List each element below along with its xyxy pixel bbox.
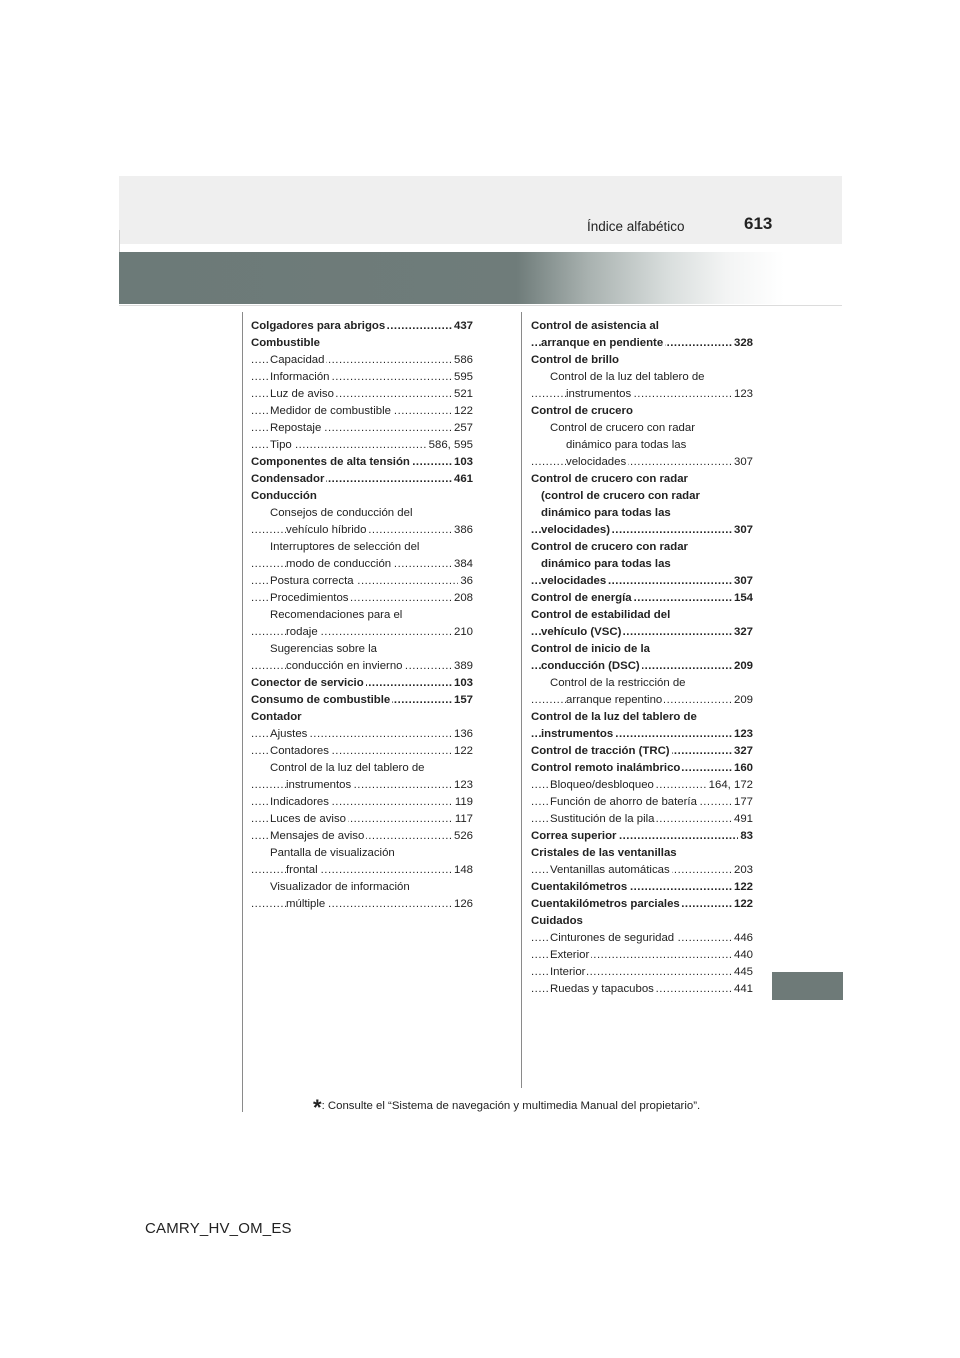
footnote-text: : Consulte el “Sistema de navegación y multimedia Manual del propietario”.: [321, 1100, 701, 1112]
index-entry[interactable]: [251, 862, 473, 879]
index-entry-page[interactable]: 83: [738, 828, 753, 845]
index-entry-term: Mensajes de aviso: [270, 830, 365, 842]
index-entry-term: velocidades: [566, 456, 627, 468]
index-entry[interactable]: [251, 692, 473, 709]
index-entry[interactable]: [531, 692, 753, 709]
index-entry-term: Ventanillas automáticas: [550, 864, 670, 876]
index-entry[interactable]: [251, 369, 473, 386]
index-entry[interactable]: [251, 556, 473, 573]
index-entry-term: Cuidados: [531, 915, 583, 927]
index-entry: [531, 437, 753, 454]
chapter-side-tab[interactable]: [772, 972, 843, 1000]
index-entry[interactable]: [251, 777, 473, 794]
index-entry-page[interactable]: 307: [732, 522, 753, 539]
index-entry-page[interactable]: 595: [452, 369, 473, 386]
index-entry[interactable]: [531, 947, 753, 964]
index-entry-term: arranque repentino: [566, 694, 663, 706]
index-entry-term: velocidades): [541, 524, 611, 536]
index-entry: [531, 607, 753, 624]
index-entry-page[interactable]: 445: [732, 964, 753, 981]
header-band: [119, 176, 842, 244]
index-entry-term: Control de estabilidad del: [531, 609, 671, 621]
left-column-rule: [242, 312, 243, 1112]
index-entry-term: Tipo: [270, 439, 292, 451]
middle-column-rule: [521, 312, 522, 1088]
index-entry: [251, 539, 473, 556]
index-entry-page[interactable]: 36: [458, 573, 473, 590]
page-number: 613: [744, 214, 773, 233]
index-entry: [251, 845, 473, 862]
index-entry: [531, 403, 753, 420]
index-entry-term: Ajustes: [270, 728, 308, 740]
index-entry-page[interactable]: 586, 595: [427, 437, 473, 454]
index-entry-term: Control de la luz del tablero de: [550, 371, 705, 383]
index-entry[interactable]: [251, 386, 473, 403]
index-entry-page[interactable]: 148: [452, 862, 473, 879]
index-entry[interactable]: [531, 335, 753, 352]
index-entry[interactable]: [251, 726, 473, 743]
index-entry-term: Control de crucero: [531, 405, 633, 417]
index-entry-page[interactable]: 123: [732, 726, 753, 743]
index-entry-term: Postura correcta: [270, 575, 354, 587]
index-entry-page[interactable]: 210: [452, 624, 473, 641]
index-entry-term: Control de crucero con radar: [531, 541, 688, 553]
index-entry: [531, 369, 753, 386]
index-entry-term: arranque en pendiente: [541, 337, 664, 349]
index-entry-page[interactable]: 122: [452, 743, 473, 760]
index-entry-page[interactable]: 441: [732, 981, 753, 998]
index-entry: [531, 488, 753, 505]
index-entry-term: Control de crucero con radar: [531, 473, 688, 485]
index-entry[interactable]: [251, 794, 473, 811]
index-entry-page[interactable]: 117: [453, 811, 473, 828]
index-entry-page[interactable]: 437: [452, 318, 473, 335]
index-entry-term: Consejos de conducción del: [270, 507, 413, 519]
index-entry-term: dinámico para todas las: [566, 439, 687, 451]
index-entry-term: rodaje: [286, 626, 318, 638]
index-entry: [531, 352, 753, 369]
index-entry-term: Control de la restricción de: [550, 677, 686, 689]
index-entry-term: Cristales de las ventanillas: [531, 847, 677, 859]
index-entry-term: Ruedas y tapacubos: [550, 983, 654, 995]
index-entry-page[interactable]: 327: [732, 743, 753, 760]
index-entry-term: vehículo híbrido: [286, 524, 367, 536]
index-entry-term: velocidades: [541, 575, 607, 587]
index-entry-page[interactable]: 122: [452, 403, 473, 420]
index-entry[interactable]: [251, 624, 473, 641]
index-entry-term: Indicadores: [270, 796, 329, 808]
index-entry-term: Luces de aviso: [270, 813, 346, 825]
index-entry-term: Control de brillo: [531, 354, 619, 366]
index-entry: [531, 471, 753, 488]
index-entry-term: Luz de aviso: [270, 388, 334, 400]
index-entry-page[interactable]: 328: [732, 335, 753, 352]
index-entry[interactable]: [251, 437, 473, 454]
index-entry[interactable]: [531, 743, 753, 760]
index-entry[interactable]: [531, 522, 753, 539]
index-entry-page[interactable]: 446: [732, 930, 753, 947]
index-entry[interactable]: [251, 403, 473, 420]
index-entry[interactable]: [531, 658, 753, 675]
index-entry[interactable]: [531, 590, 753, 607]
index-entry: [531, 556, 753, 573]
index-entry-page[interactable]: 586: [452, 352, 473, 369]
index-entry[interactable]: [531, 624, 753, 641]
index-entry: [251, 709, 473, 726]
index-entry[interactable]: [251, 675, 473, 692]
index-entry: [531, 505, 753, 522]
section-title: Índice alfabético: [587, 219, 685, 234]
index-entry-term: Visualizador de información: [270, 881, 410, 893]
index-entry-page[interactable]: 461: [452, 471, 473, 488]
index-entry-page[interactable]: 327: [732, 624, 753, 641]
index-entry-term: Control de la luz del tablero de: [531, 711, 697, 723]
index-entry-term: modo de conducción: [286, 558, 392, 570]
index-entry[interactable]: [531, 896, 753, 913]
index-entry-page[interactable]: 123: [732, 386, 753, 403]
index-entry-page[interactable]: 164, 172: [707, 777, 753, 794]
index-entry-page[interactable]: 122: [732, 896, 753, 913]
index-entry-page[interactable]: 177: [732, 794, 753, 811]
index-entry-page[interactable]: 209: [732, 692, 753, 709]
index-entry-page[interactable]: 307: [732, 573, 753, 590]
index-entry-term: Correa superior: [531, 830, 617, 842]
index-entry-term: Componentes de alta tensión: [251, 456, 410, 468]
index-entry[interactable]: [531, 862, 753, 879]
index-entry[interactable]: [531, 811, 753, 828]
index-entry-term: Conector de servicio: [251, 677, 364, 689]
index-entry-term: Cuentakilómetros: [531, 881, 628, 893]
index-entry-term: conducción (DSC): [541, 660, 640, 672]
index-entry: [251, 641, 473, 658]
index-entry-term: frontal: [286, 864, 318, 876]
index-entry[interactable]: [531, 930, 753, 947]
document-code: CAMRY_HV_OM_ES: [145, 1220, 292, 1237]
index-entry-term: instrumentos: [566, 388, 632, 400]
index-entry-page[interactable]: 136: [452, 726, 473, 743]
index-entry[interactable]: [251, 743, 473, 760]
index-entry-term: dinámico para todas las: [541, 558, 671, 570]
index-entry[interactable]: [251, 420, 473, 437]
index-entry: [531, 641, 753, 658]
index-entry-term: dinámico para todas las: [541, 507, 671, 519]
index-entry-page[interactable]: 257: [452, 420, 473, 437]
index-entry-term: (control de crucero con radar: [541, 490, 700, 502]
index-entry: [531, 845, 753, 862]
index-entry-page[interactable]: 154: [732, 590, 753, 607]
index-entry-term: Función de ahorro de batería: [550, 796, 697, 808]
index-entry-page[interactable]: 440: [732, 947, 753, 964]
index-entry-page[interactable]: 208: [452, 590, 473, 607]
index-entry[interactable]: [251, 454, 473, 471]
index-entry: [531, 420, 753, 437]
chapter-gradient-band: [119, 252, 842, 304]
index-entry-page[interactable]: 123: [452, 777, 473, 794]
index-entry[interactable]: [251, 811, 473, 828]
index-entry: [531, 318, 753, 335]
index-entry-term: Contador: [251, 711, 302, 723]
index-entry-page[interactable]: 386: [452, 522, 473, 539]
index-entry: [251, 760, 473, 777]
index-entry-page[interactable]: 491: [732, 811, 753, 828]
index-entry-page[interactable]: 209: [732, 658, 753, 675]
index-entry: [251, 488, 473, 505]
index-entry-term: Medidor de combustible: [270, 405, 391, 417]
index-entry-term: Conducción: [251, 490, 317, 502]
index-entry[interactable]: [531, 794, 753, 811]
index-entry-term: Control de crucero con radar: [550, 422, 695, 434]
index-entry[interactable]: [251, 590, 473, 607]
index-entry[interactable]: [531, 879, 753, 896]
index-entry-term: conducción en invierno: [286, 660, 403, 672]
index-entry-term: Información: [270, 371, 330, 383]
index-entry-term: Sugerencias sobre la: [270, 643, 378, 655]
index-entry-term: Control de tracción (TRC): [531, 745, 670, 757]
index-entry[interactable]: [251, 828, 473, 845]
index-entry-term: Cuentakilómetros parciales: [531, 898, 680, 910]
index-entry-page[interactable]: 384: [452, 556, 473, 573]
index-entry[interactable]: [531, 828, 753, 845]
index-entry-term: Control de la luz del tablero de: [270, 762, 425, 774]
index-entry: [251, 505, 473, 522]
index-entry-page[interactable]: 126: [452, 896, 473, 913]
index-entry: [251, 879, 473, 896]
index-entry-term: Pantalla de visualización: [270, 847, 395, 859]
index-entry[interactable]: [531, 573, 753, 590]
index-entry-page[interactable]: 122: [732, 879, 753, 896]
index-entry[interactable]: [531, 981, 753, 998]
index-entry: [251, 335, 473, 352]
index-entry-page[interactable]: 103: [452, 454, 473, 471]
index-entry-page[interactable]: 526: [452, 828, 473, 845]
index-entry-page[interactable]: 389: [452, 658, 473, 675]
index-entry-term: Consumo de combustible: [251, 694, 391, 706]
index-entry-term: Procedimientos: [270, 592, 349, 604]
index-entry-term: Contadores: [270, 745, 329, 757]
index-entry-page[interactable]: 521: [452, 386, 473, 403]
index-entry-page[interactable]: 157: [452, 692, 473, 709]
index-entry-term: Interior: [550, 966, 586, 978]
index-entry-term: Control de inicio de la: [531, 643, 650, 655]
index-entry-page[interactable]: 119: [453, 794, 473, 811]
index-entry[interactable]: [251, 658, 473, 675]
index-entry: [251, 607, 473, 624]
index-entry-term: Condensador: [251, 473, 325, 485]
index-entry[interactable]: [251, 522, 473, 539]
footnote: [313, 1089, 701, 1120]
index-entry[interactable]: [251, 318, 473, 335]
index-entry-page[interactable]: 203: [732, 862, 753, 879]
header-divider: [119, 305, 842, 306]
index-entry-page[interactable]: 103: [452, 675, 473, 692]
index-entry-term: instrumentos: [286, 779, 352, 791]
index-entry-page[interactable]: 307: [732, 454, 753, 471]
index-entry[interactable]: [531, 777, 753, 794]
index-entry-term: Control de asistencia al: [531, 320, 659, 332]
index-entry-term: Cinturones de seguridad: [550, 932, 675, 944]
index-entry-term: Control remoto inalámbrico: [531, 762, 681, 774]
index-entry-term: Interruptores de selección del: [270, 541, 420, 553]
index-entry[interactable]: [531, 386, 753, 403]
index-entry-term: múltiple: [286, 898, 326, 910]
index-entry[interactable]: [251, 896, 473, 913]
index-entry: [531, 539, 753, 556]
index-entry[interactable]: [531, 964, 753, 981]
index-column-left: [251, 318, 473, 913]
index-entry: [531, 913, 753, 930]
index-entry-term: Sustitución de la pila: [550, 813, 655, 825]
index-entry-term: Capacidad: [270, 354, 325, 366]
index-entry-page[interactable]: 160: [732, 760, 753, 777]
index-entry[interactable]: [531, 726, 753, 743]
index-entry-term: vehículo (VSC): [541, 626, 622, 638]
index-entry[interactable]: [251, 573, 473, 590]
index-entry[interactable]: [531, 760, 753, 777]
index-entry[interactable]: [251, 471, 473, 488]
index-entry-term: Recomendaciones para el: [270, 609, 403, 621]
index-entry: [531, 675, 753, 692]
footnote-asterisk: *: [313, 1095, 322, 1120]
index-entry-term: instrumentos: [541, 728, 614, 740]
index-entry[interactable]: [251, 352, 473, 369]
index-entry-term: Colgadores para abrigos: [251, 320, 386, 332]
index-entry: [531, 709, 753, 726]
index-entry-term: Exterior: [550, 949, 590, 961]
index-entry-term: Control de energía: [531, 592, 632, 604]
index-column-right: [531, 318, 753, 998]
index-entry-term: Repostaje: [270, 422, 322, 434]
index-entry[interactable]: [531, 454, 753, 471]
index-entry-term: Bloqueo/desbloqueo: [550, 779, 654, 791]
index-entry-term: Combustible: [251, 337, 320, 349]
